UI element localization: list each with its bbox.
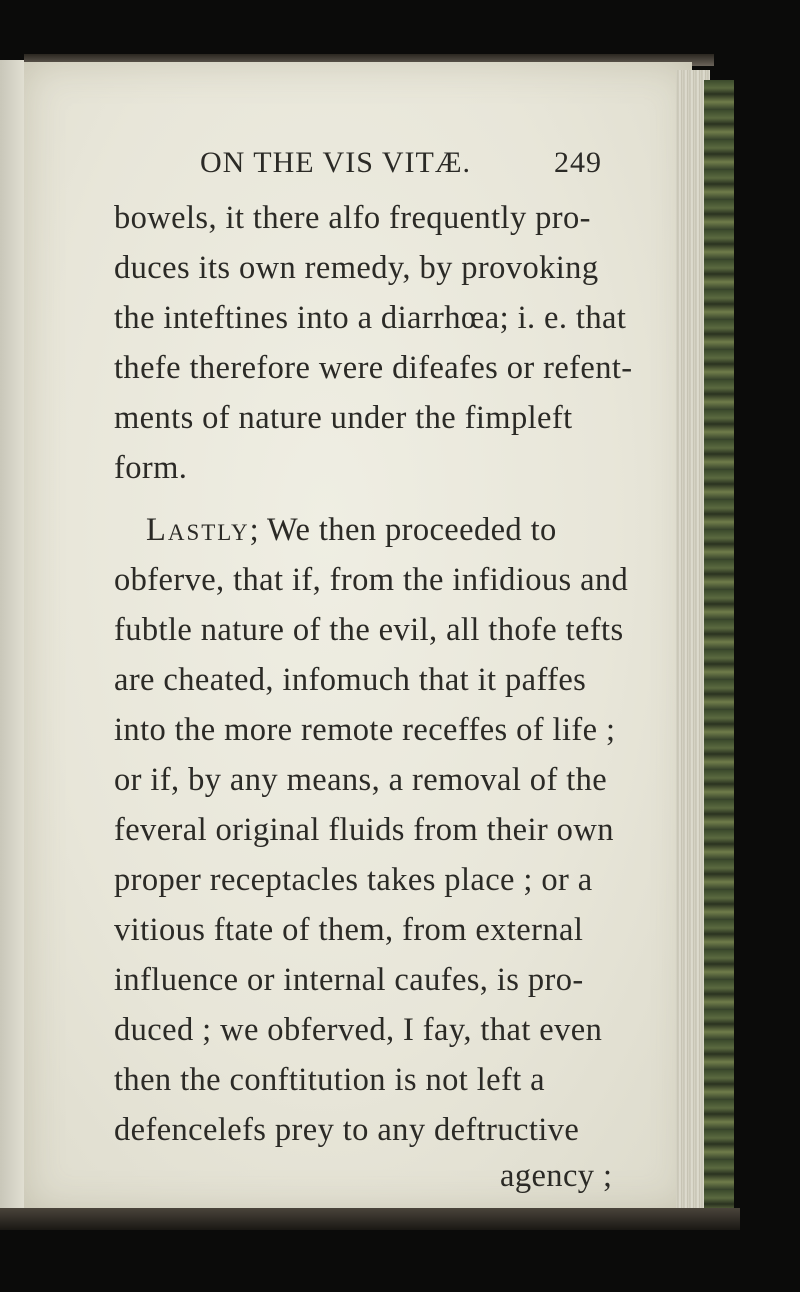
text-line: duced ; we obferved, I fay, that even — [114, 1012, 603, 1048]
running-head: ON THE VIS VITÆ. — [200, 146, 472, 179]
lead-rest: ; We then proceeded to — [249, 512, 557, 548]
text-line: fubtle nature of the evil, all thofe tefts — [114, 612, 624, 648]
catchword: agency ; — [500, 1158, 613, 1194]
text-line: then the conftitution is not left a — [114, 1062, 545, 1098]
text-line: bowels, it there alfo frequently pro- — [114, 200, 591, 236]
text-line: into the more remote receffes of life ; — [114, 712, 616, 748]
text-line: obferve, that if, from the infidious and — [114, 562, 629, 598]
text-line: are cheated, infomuch that it paffes — [114, 662, 587, 698]
lead-word: Lastly — [146, 512, 250, 548]
text-line: or if, by any means, a removal of the — [114, 762, 608, 798]
text-line: the inteftines into a diarrhœa; i. e. that — [114, 300, 627, 336]
text-line: ments of nature under the fimpleft — [114, 400, 573, 436]
paragraph-opening — [146, 512, 557, 549]
text-line: vitious ftate of them, from external — [114, 912, 584, 948]
text-line: proper receptacles takes place ; or a — [114, 862, 593, 898]
text-line: defencelefs prey to any deftructive — [114, 1112, 580, 1148]
text-line: thefe therefore were difeafes or refent- — [114, 350, 633, 386]
text-line: form. — [114, 450, 188, 486]
text-line: feveral original fluids from their own — [114, 812, 614, 848]
text-line: influence or internal caufes, is pro- — [114, 962, 584, 998]
page-number: 249 — [554, 146, 602, 179]
text-line: duces its own remedy, by provoking — [114, 250, 599, 286]
